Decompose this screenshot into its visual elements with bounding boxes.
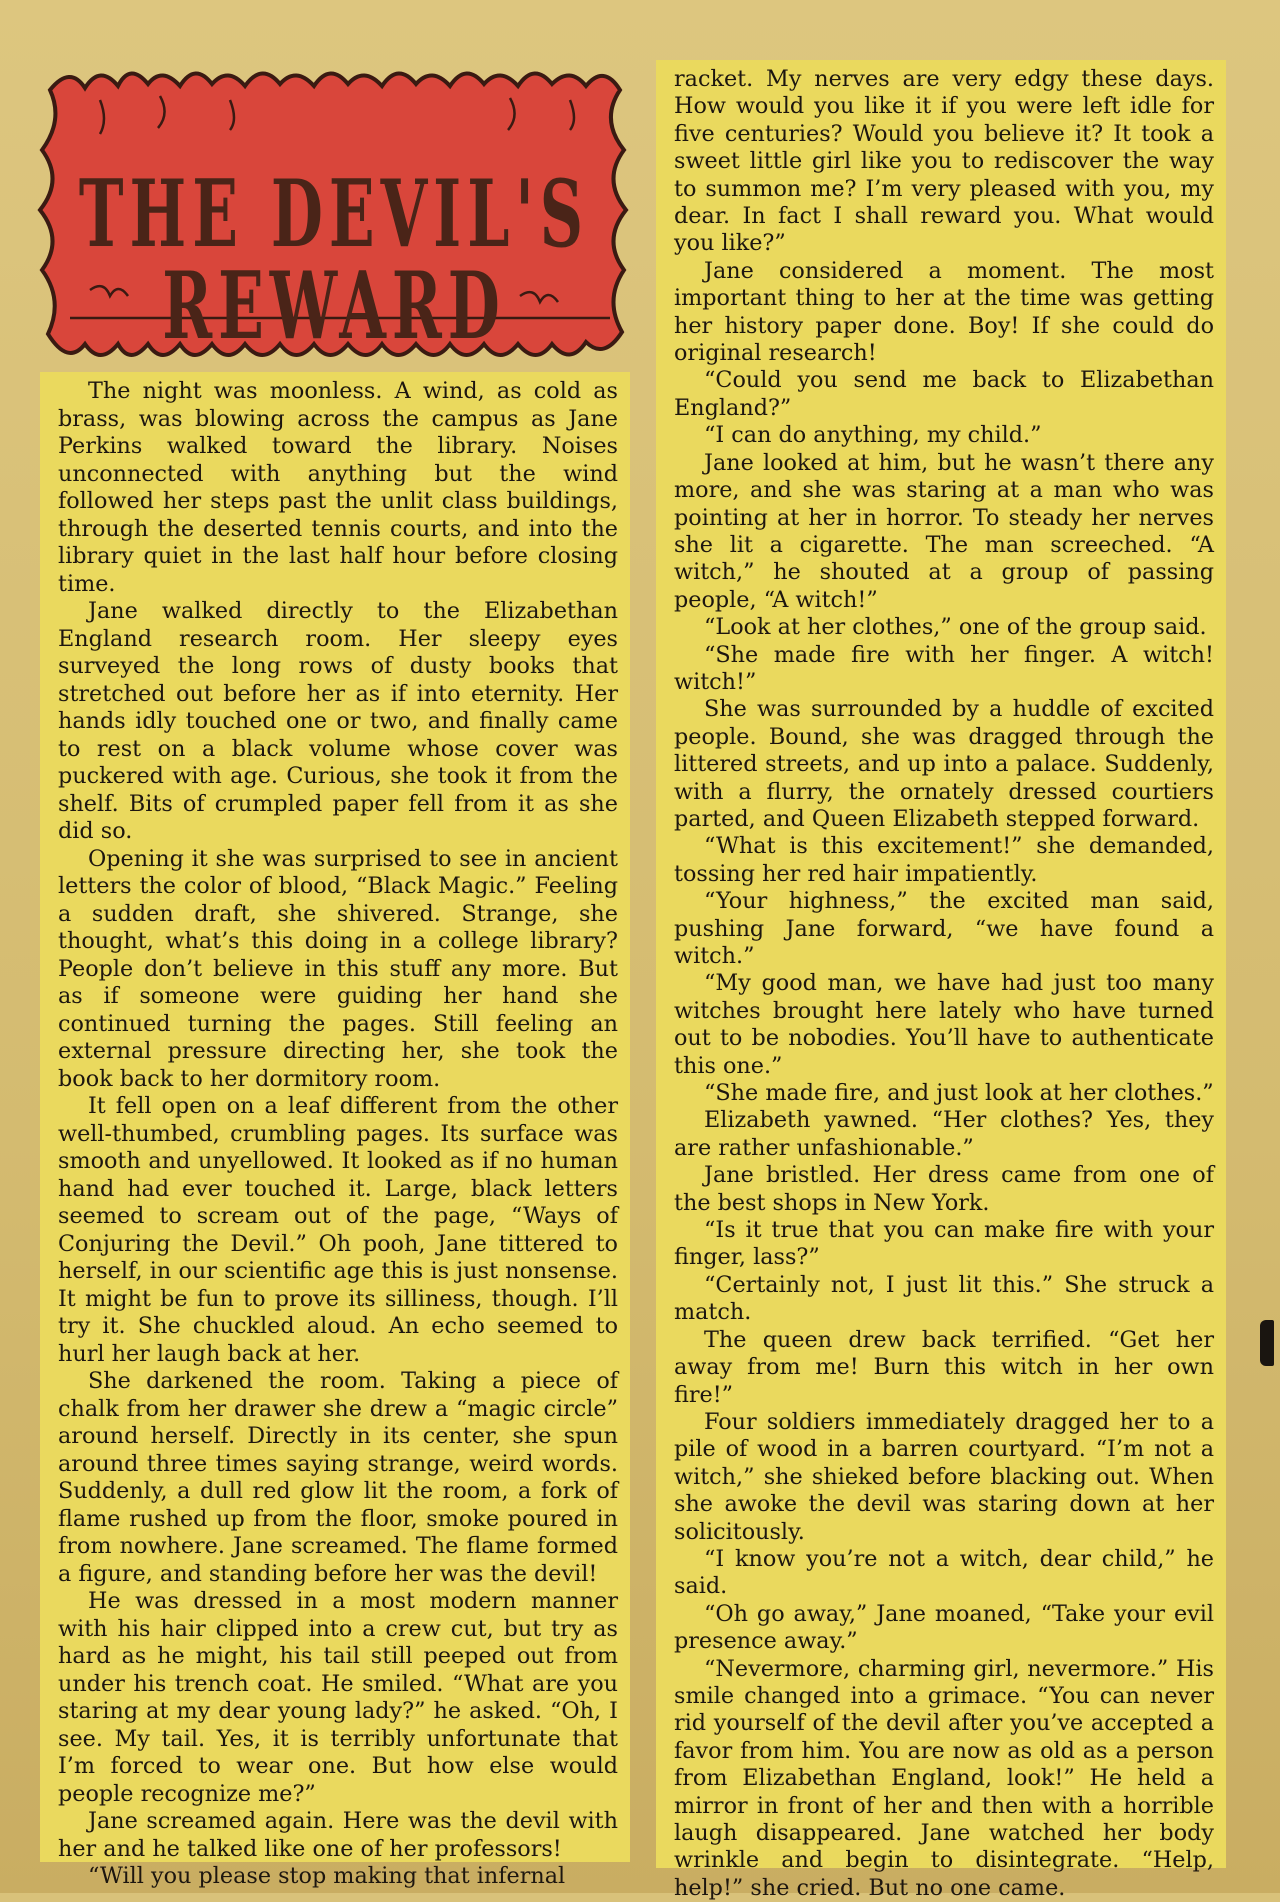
story-title-line-2: REWARD bbox=[162, 252, 506, 362]
page-edge-mark bbox=[1260, 1320, 1274, 1366]
paragraph: “My good man, we have had just too many witches brought here lately who have turned out to be nobodies. You’ll have to authenticate this one.” bbox=[674, 970, 1214, 1079]
paragraph: “Is it true that you can make fire with your finger, lass?” bbox=[674, 1217, 1214, 1271]
paragraph: “Look at her clothes,” one of the group said. bbox=[704, 614, 1207, 641]
paragraph: Jane walked directly to the Elizabethan England research room. Her sleepy eyes surveyed the long rows of dusty books that stretched out before her as if into eternity. Her hands idly touched one or two, and finally came to rest on a black volume whose cover was puckered with age. Curious, she took it from the shelf. Bits of crumpled paper fell from it as she did so. bbox=[58, 598, 618, 844]
paragraph: Four soldiers immediately dragged her to a pile of wood in a barren courtyard. “I’m not a witch,” she shieked before blacking out. When she awoke the devil was staring down at her solicitously. bbox=[674, 1408, 1214, 1545]
paragraph: Elizabeth yawned. “Her clothes? Yes, they are rather unfashionable.” bbox=[674, 1107, 1214, 1161]
story-title-line-1: THE DEVIL'S bbox=[78, 160, 590, 270]
paragraph: “Could you send me back to Elizabethan England?” bbox=[674, 367, 1214, 421]
left-text-column bbox=[40, 372, 630, 1889]
paragraph: “I can do anything, my child.” bbox=[704, 422, 1042, 449]
paragraph: She darkened the room. Taking a piece of chalk from her drawer she drew a “magic circle” around herself. Directly in its center, she spun around three times saying strange, weird words. Suddenly, a dull red glow lit the room, a fork of flame rushed up from the floor, smoke poured in from nowhere. Jane screamed. The flame formed a figure, and standing before her was the devil! bbox=[58, 1368, 618, 1587]
paragraph: The night was moonless. A wind, as cold as brass, was blowing across the campus as Jane Perkins walked toward the library. Noises unconnected with anything but the wind followed her steps past the unlit class buildings, through the deserted tennis courts, and into the library quiet in the last half hour before closing time. bbox=[58, 378, 618, 597]
paragraph: “What is this excitement!” she demanded, tossing her red hair impatiently. bbox=[674, 833, 1214, 887]
paragraph: “I know you’re not a witch, dear child,” he said. bbox=[674, 1545, 1214, 1600]
paragraph: Opening it she was surprised to see in ancient letters the color of blood, “Black Magic.” Feeling a sudden draft, she shivered. Strange, she thought, what’s this doing in a college library? People don’t believe in this stuff any more. But as if someone were guiding her hand she continued turning the pages. Still feeling an external pressure directing her, she took the book back to her dormitory room. bbox=[58, 845, 618, 1092]
paragraph: He was dressed in a most modern manner with his hair clipped into a crew cut, but try as hard as he might, his tail still peeped out from under his trench coat. He smiled. “What are you staring at my dear young lady?” he asked. “Oh, I see. My tail. Yes, it is terribly unfortunate that I’m forced to wear one. But how else would people recognize me?” bbox=[58, 1588, 618, 1807]
paragraph: “Oh go away,” Jane moaned, “Take your evil presence away.” bbox=[674, 1600, 1214, 1655]
paragraph: The queen drew back terrified. “Get her away from me! Burn this witch in her own fire!” bbox=[674, 1326, 1214, 1408]
paragraph: Jane bristled. Her dress came from one of the best shops in New York. bbox=[674, 1162, 1214, 1216]
title-panel bbox=[30, 60, 638, 370]
paragraph: Jane looked at him, but he wasn’t there any more, and she was staring at a man who was pointing at her in horror. To steady her nerves she lit a cigarette. The man screeched. “A witch,” he shouted at a group of passing people, “A witch!” bbox=[674, 449, 1214, 613]
paragraph: Jane screamed again. Here was the devil with her and he talked like one of her professors! bbox=[58, 1808, 618, 1862]
right-text-column bbox=[656, 60, 1226, 1901]
paragraph: “Will you please stop making that infernal bbox=[88, 1863, 566, 1889]
paragraph: Jane considered a moment. The most important thing to her at the time was getting her history paper done. Boy! If she could do original research! bbox=[674, 257, 1214, 367]
paragraph: racket. My nerves are very edgy these days. How would you like it if you were left idle for five centuries? Would you believe it? It took a sweet little girl like you to rediscover the way to summon me? I’m very pleased with you, my dear. In fact I shall reward you. What would you like?” bbox=[674, 66, 1214, 257]
paragraph: “She made fire with her finger. A witch! witch!” bbox=[674, 641, 1214, 695]
paragraph: “Certainly not, I just lit this.” She struck a match. bbox=[674, 1271, 1214, 1326]
paragraph: She was surrounded by a huddle of excited people. Bound, she was dragged through the littered streets, and up into a palace. Suddenly, with a flurry, the ornately dressed courtiers parted, and Queen Elizabeth stepped forward. bbox=[674, 696, 1214, 832]
paragraph: “She made fire, and just look at her clothes.” bbox=[704, 1080, 1214, 1107]
paragraph: It fell open on a leaf different from the other well-thumbed, crumbling pages. Its surface was smooth and unyellowed. It looked as if no human hand had ever touched it. Large, black letters seemed to scream out of the page, “Ways of Conjuring the Devil.” Oh pooh, Jane tittered to herself, in our scientific age this is just nonsense. It might be fun to prove its silliness, though. I’ll try it. She chuckled aloud. An echo seemed to hurl her laugh back at her. bbox=[58, 1093, 618, 1367]
paragraph: “Nevermore, charming girl, nevermore.” His smile changed into a grimace. “You can never rid yourself of the devil after you’ve accepted a favor from him. You are now as old as a person from Elizabethan England, look!” He held a mirror in front of her and then with a horrible laugh disappeared. Jane watched her body wrinkle and begin to disintegrate. “Help, help!” she cried. But no one came. bbox=[674, 1655, 1214, 1901]
paragraph: “Your highness,” the excited man said, pushing Jane forward, “we have found a witch.” bbox=[674, 888, 1214, 969]
